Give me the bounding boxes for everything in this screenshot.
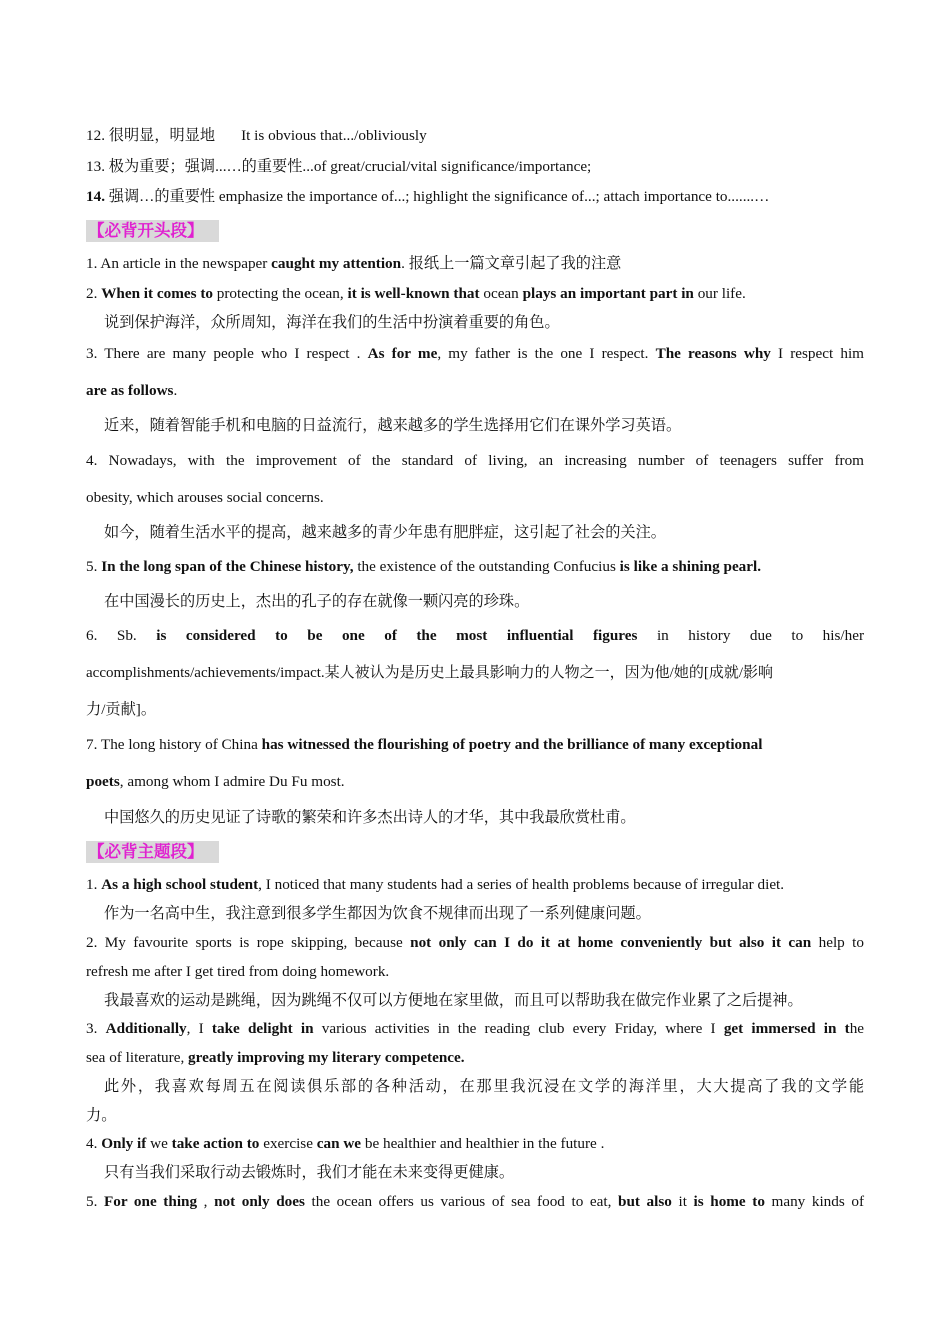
opening-sentence-6: 6. Sb. is considered to be one of the most influential figures in history due to his/her: [86, 627, 865, 644]
opening-sentence-7-translation: 中国悠久的历史见证了诗歌的繁荣和许多杰出诗人的才华，其中我最欣赏杜甫。: [104, 809, 636, 826]
opening-sentence-4-cont: obesity, which arouses social concerns.: [86, 489, 324, 506]
opening-sentence-3-translation: 近来，随着智能手机和电脑的日益流行，越来越多的学生选择用它们在课外学习英语。: [104, 417, 682, 434]
opening-sentence-7: 7. The long history of China has witnessed the flourishing of poetry and the brilliance of many exceptional: [86, 736, 763, 753]
opening-sentence-4: 4. Nowadays, with the improvement of the standard of living, an increasing number of teenagers suffer from: [86, 452, 864, 469]
topic-sentence-3-cont: sea of literature, greatly improving my literary competence.: [86, 1049, 465, 1066]
opening-sentence-2: 2. When it comes to protecting the ocean, it is well-known that ocean plays an important part in our life.: [86, 285, 746, 302]
topic-sentence-1: 1. As a high school student, I noticed that many students had a series of health problems because of irregular diet.: [86, 876, 785, 893]
opening-section-heading: 【必背开头段】: [86, 220, 219, 242]
opening-sentence-3: 3. There are many people who I respect . As for me, my father is the one I respect. The reasons why I respect him: [86, 345, 864, 362]
topic-sentence-1-translation: 作为一名高中生，我注意到很多学生都因为饮食不规律而出现了一系列健康问题。: [104, 905, 651, 922]
topic-sentence-3-translation-end: 力。: [86, 1107, 117, 1124]
opening-sentence-7-cont: poets, among whom I admire Du Fu most.: [86, 773, 345, 790]
vocab-line-13: 13. 极为重要；强调...…的重要性...of great/crucial/vital significance/importance;: [86, 158, 592, 175]
topic-sentence-2-translation: 我最喜欢的运动是跳绳，因为跳绳不仅可以方便地在家里做，而且可以帮助我在做完作业累了之后提神。: [104, 992, 803, 1009]
opening-sentence-4-translation: 如今，随着生活水平的提高，越来越多的青少年患有肥胖症，这引起了社会的关注。: [104, 524, 666, 541]
topic-sentence-5: 5. For one thing , not only does the ocean offers us various of sea food to eat, but also it is home to many kinds of: [86, 1193, 865, 1210]
vocab-line-14: 14. 强调…的重要性 emphasize the importance of...; highlight the significance of...; attach importance to.......…: [86, 188, 770, 205]
opening-sentence-6-cont: accomplishments/achievements/impact.某人被认为是历史上最具影响力的人物之一，因为他/她的[成就/影响: [86, 665, 774, 681]
topic-sentence-4: 4. Only if we take action to exercise can we be healthier and healthier in the future .: [86, 1135, 605, 1152]
opening-sentence-6-end: 力/贡献]。: [86, 701, 157, 718]
opening-sentence-1: 1. An article in the newspaper caught my attention. 报纸上一篇文章引起了我的注意: [86, 255, 622, 272]
topic-sentence-3-translation: 此外，我喜欢每周五在阅读俱乐部的各种活动，在那里我沉浸在文学的海洋里，大大提高了我的文学能: [104, 1078, 864, 1095]
topic-sentence-4-translation: 只有当我们采取行动去锻炼时，我们才能在未来变得更健康。: [104, 1164, 515, 1181]
topic-sentence-2-cont: refresh me after I get tired from doing homework.: [86, 963, 390, 980]
opening-sentence-5-translation: 在中国漫长的历史上，杰出的孔子的存在就像一颗闪亮的珍珠。: [104, 593, 530, 610]
vocab-line-12: 12. 很明显，明显地 It is obvious that.../obliviously: [86, 127, 427, 144]
opening-sentence-3-cont: are as follows.: [86, 382, 178, 399]
topic-sentence-2: 2. My favourite sports is rope skipping, because not only can I do it at home conveniently but also it can help to: [86, 934, 864, 951]
opening-sentence-5: 5. In the long span of the Chinese history, the existence of the outstanding Confucius is like a shining pearl.: [86, 558, 762, 575]
opening-sentence-2-translation: 说到保护海洋，众所周知，海洋在我们的生活中扮演着重要的角色。: [104, 314, 560, 331]
topic-section-heading: 【必背主题段】: [86, 841, 219, 863]
topic-sentence-3: 3. Additionally, I take delight in various activities in the reading club every Friday, where I get immersed in the: [86, 1020, 865, 1037]
